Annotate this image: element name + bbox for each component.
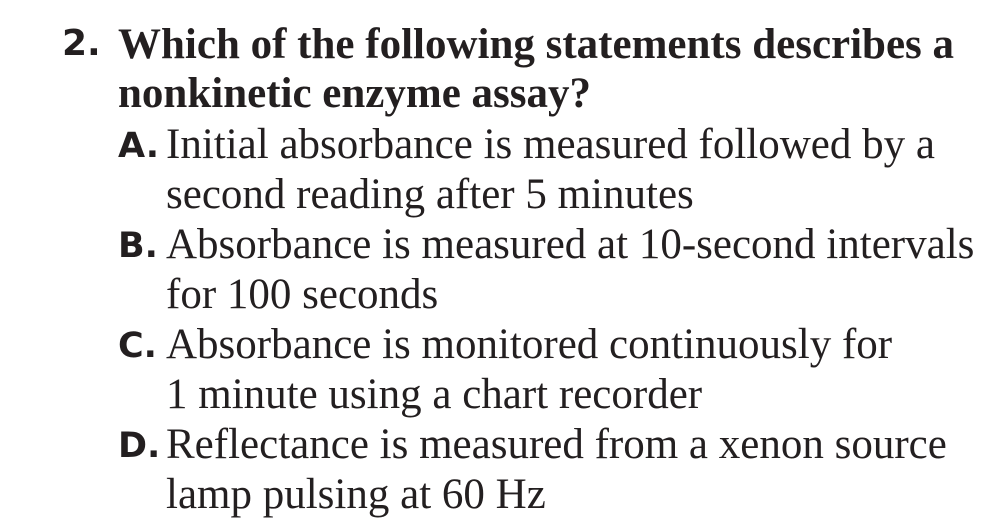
option-text-line: lamp pulsing at 60 Hz bbox=[166, 471, 546, 518]
option-text-line: for 100 seconds bbox=[166, 271, 439, 318]
option-letter: D. bbox=[118, 426, 161, 466]
answer-options bbox=[118, 120, 988, 520]
option-text-line: 1 minute using a chart recorder bbox=[166, 371, 703, 418]
option-d bbox=[118, 420, 988, 520]
option-c bbox=[118, 320, 988, 420]
option-a bbox=[118, 120, 988, 220]
option-b bbox=[118, 220, 988, 320]
option-letter: A. bbox=[118, 126, 160, 166]
question-text: Which of the following statements describes a nonkinetic enzyme assay? bbox=[118, 21, 955, 117]
option-text-line: Absorbance is monitored continuously for bbox=[166, 321, 893, 368]
option-letter: B. bbox=[118, 226, 158, 266]
option-text-line: Reflectance is measured from a xenon source bbox=[166, 421, 947, 468]
question-number: 2. bbox=[62, 23, 101, 64]
option-text-line: second reading after 5 minutes bbox=[166, 171, 694, 218]
option-text-line: Initial absorbance is measured followed by a bbox=[166, 121, 935, 168]
option-letter: C. bbox=[118, 326, 157, 366]
option-text-line: Absorbance is measured at 10-second intervals bbox=[166, 221, 975, 268]
